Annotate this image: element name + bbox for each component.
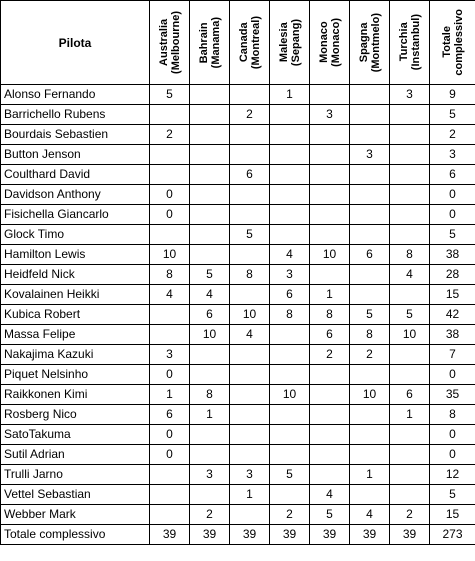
- points-cell[interactable]: [310, 445, 350, 465]
- points-cell[interactable]: 3: [270, 265, 310, 285]
- points-cell[interactable]: [270, 125, 310, 145]
- points-cell[interactable]: [190, 485, 230, 505]
- points-cell[interactable]: [310, 165, 350, 185]
- column-header-label: [318, 18, 342, 67]
- points-cell[interactable]: [390, 105, 430, 125]
- points-cell[interactable]: 4: [390, 265, 430, 285]
- points-cell[interactable]: [350, 405, 390, 425]
- column-header-malesia[interactable]: [270, 1, 310, 85]
- points-cell[interactable]: 1: [230, 485, 270, 505]
- table-body: [1, 85, 475, 545]
- points-cell[interactable]: [190, 445, 230, 465]
- driver-name-cell[interactable]: Sutil Adrian: [1, 445, 150, 465]
- column-header-label: [358, 13, 382, 72]
- total-points-cell[interactable]: 12: [430, 465, 475, 485]
- points-cell[interactable]: [390, 145, 430, 165]
- points-cell[interactable]: [310, 225, 350, 245]
- points-cell[interactable]: 39: [190, 525, 230, 545]
- points-cell[interactable]: [270, 105, 310, 125]
- points-cell[interactable]: 0: [150, 445, 190, 465]
- points-cell[interactable]: 1: [310, 285, 350, 305]
- column-header-line2: complessivo: [452, 9, 465, 76]
- column-header-label: [441, 9, 465, 76]
- points-cell[interactable]: [190, 125, 230, 145]
- points-cell[interactable]: 3: [350, 145, 390, 165]
- table-row: [1, 285, 475, 305]
- points-cell[interactable]: 6: [390, 385, 430, 405]
- points-cell[interactable]: [190, 245, 230, 265]
- points-cell[interactable]: 39: [150, 525, 190, 545]
- table-row: [1, 225, 475, 245]
- column-header-spagna[interactable]: [350, 1, 390, 85]
- column-header-line2: (Instanbul): [409, 14, 422, 71]
- column-header-canada[interactable]: [230, 1, 270, 85]
- points-cell[interactable]: [390, 465, 430, 485]
- points-cell[interactable]: [310, 265, 350, 285]
- driver-name-cell[interactable]: Rosberg Nico: [1, 405, 150, 425]
- points-cell[interactable]: [230, 245, 270, 265]
- points-cell[interactable]: [270, 185, 310, 205]
- points-cell[interactable]: 1: [190, 405, 230, 425]
- points-cell[interactable]: [190, 85, 230, 105]
- total-points-cell[interactable]: 2: [430, 125, 475, 145]
- points-cell[interactable]: 2: [390, 505, 430, 525]
- points-cell[interactable]: 2: [190, 505, 230, 525]
- points-cell[interactable]: [350, 85, 390, 105]
- points-cell[interactable]: [270, 345, 310, 365]
- column-header-totale[interactable]: [430, 1, 475, 85]
- table-row: [1, 465, 475, 485]
- table-row: [1, 485, 475, 505]
- points-cell[interactable]: [350, 485, 390, 505]
- total-points-cell[interactable]: 9: [430, 85, 475, 105]
- points-cell[interactable]: 8: [310, 305, 350, 325]
- points-cell[interactable]: [310, 205, 350, 225]
- column-header-line1: Australia: [157, 18, 170, 67]
- points-cell[interactable]: [350, 445, 390, 465]
- table-row: [1, 205, 475, 225]
- points-cell[interactable]: 6: [350, 245, 390, 265]
- points-cell[interactable]: 3: [150, 345, 190, 365]
- points-cell[interactable]: [190, 205, 230, 225]
- points-cell[interactable]: [230, 125, 270, 145]
- total-points-cell[interactable]: 5: [430, 105, 475, 125]
- total-points-cell[interactable]: 0: [430, 425, 475, 445]
- points-cell[interactable]: [310, 185, 350, 205]
- points-cell[interactable]: [350, 265, 390, 285]
- points-cell[interactable]: [230, 405, 270, 425]
- points-cell[interactable]: [270, 445, 310, 465]
- column-header-bahrain[interactable]: [190, 1, 230, 85]
- column-header-line1: Bahrain: [197, 22, 210, 63]
- points-cell[interactable]: 10: [310, 245, 350, 265]
- points-cell[interactable]: [190, 145, 230, 165]
- points-cell[interactable]: [390, 445, 430, 465]
- points-cell[interactable]: 10: [150, 245, 190, 265]
- points-cell[interactable]: 1: [150, 385, 190, 405]
- points-cell[interactable]: 8: [150, 265, 190, 285]
- column-header-turchia[interactable]: [390, 1, 430, 85]
- points-cell[interactable]: 1: [350, 465, 390, 485]
- total-row: [1, 525, 475, 545]
- table-row: [1, 165, 475, 185]
- table-row: [1, 145, 475, 165]
- driver-name-cell[interactable]: Coulthard David: [1, 165, 150, 185]
- total-points-cell[interactable]: 5: [430, 485, 475, 505]
- points-cell[interactable]: 2: [310, 345, 350, 365]
- points-cell[interactable]: [230, 185, 270, 205]
- points-cell[interactable]: [350, 365, 390, 385]
- points-cell[interactable]: 6: [270, 285, 310, 305]
- points-cell[interactable]: 10: [230, 305, 270, 325]
- points-cell[interactable]: [270, 405, 310, 425]
- total-points-cell[interactable]: 5: [430, 225, 475, 245]
- table-row: [1, 345, 475, 365]
- driver-name-cell[interactable]: Massa Felipe: [1, 325, 150, 345]
- points-cell[interactable]: 5: [390, 305, 430, 325]
- points-cell[interactable]: [150, 225, 190, 245]
- table-row: [1, 365, 475, 385]
- points-cell[interactable]: [390, 225, 430, 245]
- points-cell[interactable]: [310, 365, 350, 385]
- table-row: [1, 385, 475, 405]
- table-row: [1, 245, 475, 265]
- total-points-cell[interactable]: 15: [430, 505, 475, 525]
- points-cell[interactable]: [190, 165, 230, 185]
- points-cell[interactable]: 5: [150, 85, 190, 105]
- driver-name-cell[interactable]: Raikkonen Kimi: [1, 385, 150, 405]
- points-cell[interactable]: [230, 205, 270, 225]
- points-cell[interactable]: [310, 405, 350, 425]
- driver-name-cell[interactable]: Button Jenson: [1, 145, 150, 165]
- table-row: [1, 305, 475, 325]
- points-cell[interactable]: [150, 145, 190, 165]
- points-cell[interactable]: 2: [350, 345, 390, 365]
- column-header-label: [198, 17, 222, 68]
- points-cell[interactable]: 3: [310, 105, 350, 125]
- points-cell[interactable]: [390, 125, 430, 145]
- points-cell[interactable]: 4: [270, 245, 310, 265]
- points-cell[interactable]: 39: [310, 525, 350, 545]
- points-cell[interactable]: [270, 425, 310, 445]
- table-row: [1, 325, 475, 345]
- column-header-line2: (Manama): [209, 16, 222, 69]
- points-cell[interactable]: 2: [150, 125, 190, 145]
- points-cell[interactable]: 5: [270, 465, 310, 485]
- points-cell[interactable]: 4: [230, 325, 270, 345]
- points-cell[interactable]: 8: [350, 325, 390, 345]
- column-header-line2: (Sepang): [289, 18, 302, 67]
- driver-name-cell[interactable]: Hamilton Lewis: [1, 245, 150, 265]
- column-header-australia[interactable]: [150, 1, 190, 85]
- column-header-line1: Malesia: [277, 22, 290, 63]
- total-points-cell[interactable]: 8: [430, 405, 475, 425]
- table-row: [1, 265, 475, 285]
- points-cell[interactable]: [150, 305, 190, 325]
- points-cell[interactable]: [230, 85, 270, 105]
- points-cell[interactable]: [190, 105, 230, 125]
- total-points-cell[interactable]: 28: [430, 265, 475, 285]
- total-points-cell[interactable]: 38: [430, 325, 475, 345]
- points-cell[interactable]: [150, 325, 190, 345]
- points-cell[interactable]: 10: [190, 325, 230, 345]
- points-cell[interactable]: 8: [190, 385, 230, 405]
- points-cell[interactable]: [190, 345, 230, 365]
- points-cell[interactable]: [230, 505, 270, 525]
- total-points-cell[interactable]: 0: [430, 445, 475, 465]
- points-cell[interactable]: 1: [270, 85, 310, 105]
- points-cell[interactable]: [150, 105, 190, 125]
- points-cell[interactable]: 3: [230, 465, 270, 485]
- points-cell[interactable]: 6: [190, 305, 230, 325]
- driver-name-cell[interactable]: Piquet Nelsinho: [1, 365, 150, 385]
- total-points-cell[interactable]: 3: [430, 145, 475, 165]
- points-cell[interactable]: [350, 185, 390, 205]
- points-cell[interactable]: [270, 145, 310, 165]
- column-header-line2: (Monaco): [329, 18, 342, 67]
- points-cell[interactable]: [230, 145, 270, 165]
- driver-name-cell[interactable]: Davidson Anthony: [1, 185, 150, 205]
- points-cell[interactable]: 10: [390, 325, 430, 345]
- table-row: [1, 85, 475, 105]
- points-cell[interactable]: 39: [350, 525, 390, 545]
- table-row: [1, 425, 475, 445]
- points-cell[interactable]: [350, 105, 390, 125]
- points-cell[interactable]: 2: [270, 505, 310, 525]
- driver-name-cell[interactable]: SatoTakuma: [1, 425, 150, 445]
- points-cell[interactable]: [230, 285, 270, 305]
- column-header-label: [398, 14, 422, 70]
- points-cell[interactable]: [390, 365, 430, 385]
- points-cell[interactable]: [350, 285, 390, 305]
- total-points-cell[interactable]: 273: [430, 525, 475, 545]
- driver-name-cell[interactable]: Kubica Robert: [1, 305, 150, 325]
- points-cell[interactable]: [270, 485, 310, 505]
- header-row: [1, 1, 475, 85]
- points-cell[interactable]: [270, 205, 310, 225]
- column-header-line1: Canada: [237, 22, 250, 63]
- points-cell[interactable]: 3: [190, 465, 230, 485]
- table-row: [1, 185, 475, 205]
- total-points-cell[interactable]: 0: [430, 205, 475, 225]
- total-points-cell[interactable]: 7: [430, 345, 475, 365]
- table-row: [1, 445, 475, 465]
- points-cell[interactable]: 0: [150, 425, 190, 445]
- points-cell[interactable]: [390, 285, 430, 305]
- points-cell[interactable]: 6: [150, 405, 190, 425]
- points-cell[interactable]: [310, 85, 350, 105]
- driver-name-cell[interactable]: Glock Timo: [1, 225, 150, 245]
- points-cell[interactable]: [310, 385, 350, 405]
- points-cell[interactable]: [230, 445, 270, 465]
- column-header-line2: (Montreal): [249, 15, 262, 70]
- points-cell[interactable]: 5: [310, 505, 350, 525]
- driver-name-cell[interactable]: Kovalainen Heikki: [1, 285, 150, 305]
- points-cell[interactable]: [390, 165, 430, 185]
- column-header-line1: Monaco: [317, 21, 330, 64]
- points-cell[interactable]: 8: [230, 265, 270, 285]
- points-cell[interactable]: 2: [230, 105, 270, 125]
- points-cell[interactable]: 39: [390, 525, 430, 545]
- points-cell[interactable]: [230, 385, 270, 405]
- points-cell[interactable]: 4: [310, 485, 350, 505]
- points-cell[interactable]: [350, 425, 390, 445]
- points-cell[interactable]: [390, 425, 430, 445]
- column-header-label: [278, 19, 302, 66]
- points-cell[interactable]: 10: [270, 385, 310, 405]
- points-cell[interactable]: [390, 485, 430, 505]
- points-cell[interactable]: [270, 225, 310, 245]
- driver-name-cell[interactable]: Nakajima Kazuki: [1, 345, 150, 365]
- points-cell[interactable]: 6: [310, 325, 350, 345]
- points-cell[interactable]: [350, 165, 390, 185]
- points-cell[interactable]: [390, 185, 430, 205]
- driver-name-cell[interactable]: Barrichello Rubens: [1, 105, 150, 125]
- points-cell[interactable]: 8: [270, 305, 310, 325]
- points-cell[interactable]: [150, 485, 190, 505]
- total-points-cell[interactable]: 6: [430, 165, 475, 185]
- points-cell[interactable]: [270, 365, 310, 385]
- points-cell[interactable]: 4: [150, 285, 190, 305]
- driver-name-cell[interactable]: Heidfeld Nick: [1, 265, 150, 285]
- points-cell[interactable]: [390, 205, 430, 225]
- points-cell[interactable]: [270, 325, 310, 345]
- points-cell[interactable]: 1: [390, 405, 430, 425]
- points-cell[interactable]: [350, 225, 390, 245]
- total-points-cell[interactable]: 35: [430, 385, 475, 405]
- points-cell[interactable]: [350, 125, 390, 145]
- column-header-label: [238, 16, 262, 69]
- column-header-line1: Turchia: [397, 23, 410, 62]
- points-cell[interactable]: [310, 425, 350, 445]
- points-cell[interactable]: [150, 165, 190, 185]
- driver-name-cell[interactable]: Alonso Fernando: [1, 85, 150, 105]
- points-cell[interactable]: 39: [230, 525, 270, 545]
- points-cell[interactable]: [310, 125, 350, 145]
- driver-name-cell[interactable]: Fisichella Giancarlo: [1, 205, 150, 225]
- column-header-monaco[interactable]: [310, 1, 350, 85]
- points-cell[interactable]: 0: [150, 365, 190, 385]
- table-row: [1, 105, 475, 125]
- points-cell[interactable]: [270, 165, 310, 185]
- points-cell[interactable]: [230, 345, 270, 365]
- column-header-line2: (Montmelo): [369, 12, 382, 73]
- table-row: [1, 505, 475, 525]
- points-cell[interactable]: 39: [270, 525, 310, 545]
- total-points-cell[interactable]: 38: [430, 245, 475, 265]
- points-cell[interactable]: [150, 465, 190, 485]
- points-cell[interactable]: 5: [350, 305, 390, 325]
- points-cell[interactable]: [190, 225, 230, 245]
- points-cell[interactable]: [190, 365, 230, 385]
- driver-name-cell[interactable]: Bourdais Sebastien: [1, 125, 150, 145]
- total-points-cell[interactable]: 15: [430, 285, 475, 305]
- driver-name-cell[interactable]: Vettel Sebastian: [1, 485, 150, 505]
- points-cell[interactable]: [230, 425, 270, 445]
- points-cell[interactable]: 5: [230, 225, 270, 245]
- table-row: [1, 405, 475, 425]
- column-header-line1: Spagna: [357, 22, 370, 63]
- points-cell[interactable]: 6: [230, 165, 270, 185]
- points-cell[interactable]: 5: [190, 265, 230, 285]
- total-points-cell[interactable]: 42: [430, 305, 475, 325]
- points-cell[interactable]: [150, 505, 190, 525]
- points-cell[interactable]: [350, 205, 390, 225]
- points-cell[interactable]: 0: [150, 185, 190, 205]
- points-cell[interactable]: [190, 425, 230, 445]
- points-cell[interactable]: 0: [150, 205, 190, 225]
- points-cell[interactable]: 4: [350, 505, 390, 525]
- column-header-label: [158, 11, 182, 74]
- points-cell[interactable]: 8: [390, 245, 430, 265]
- total-points-cell[interactable]: 0: [430, 365, 475, 385]
- points-cell[interactable]: [310, 465, 350, 485]
- points-cell[interactable]: 10: [350, 385, 390, 405]
- driver-name-cell[interactable]: Webber Mark: [1, 505, 150, 525]
- total-row-label[interactable]: Totale complessivo: [1, 525, 150, 545]
- column-header-line2: (Melbourne): [169, 11, 182, 74]
- driver-name-cell[interactable]: Trulli Jarno: [1, 465, 150, 485]
- total-points-cell[interactable]: 0: [430, 185, 475, 205]
- points-cell[interactable]: [230, 365, 270, 385]
- points-cell[interactable]: [310, 145, 350, 165]
- points-cell[interactable]: [190, 185, 230, 205]
- points-cell[interactable]: [390, 345, 430, 365]
- column-header-line1: Totale: [440, 26, 453, 59]
- table-row: [1, 125, 475, 145]
- points-cell[interactable]: 4: [190, 285, 230, 305]
- column-header-pilota[interactable]: Pilota: [1, 1, 150, 85]
- points-cell[interactable]: 3: [390, 85, 430, 105]
